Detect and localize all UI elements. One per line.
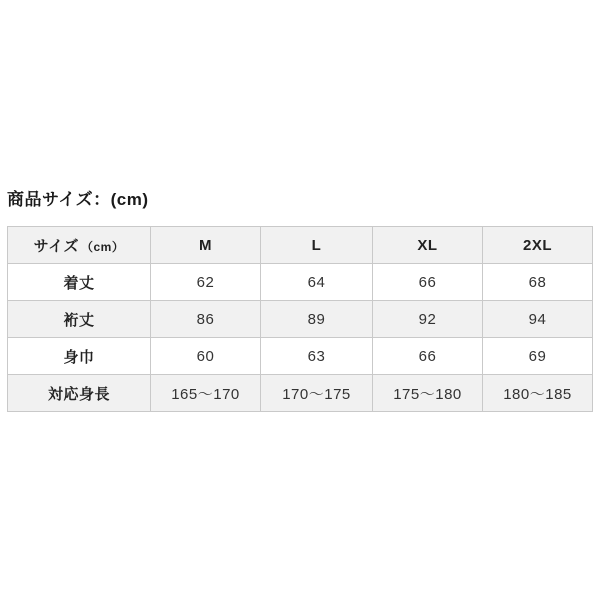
table-cell: 165～170 [151,375,261,412]
table-cell: 64 [261,264,373,301]
table-cell: 60 [151,338,261,375]
table-cell: 175～180 [373,375,483,412]
table-cell: 66 [373,338,483,375]
table-cell: 180～185 [483,375,593,412]
table-cell: 89 [261,301,373,338]
row-label: 対応身長 [8,375,151,412]
table-cell: 68 [483,264,593,301]
table-row-sleeve-length [8,301,593,338]
header-size-cell [8,227,151,264]
header-col-xl: XL [373,227,483,264]
table-cell: 69 [483,338,593,375]
header-col-m: M [151,227,261,264]
table-cell: 66 [373,264,483,301]
row-label: 裄丈 [8,301,151,338]
table-row-body-length [8,264,593,301]
table-cell: 86 [151,301,261,338]
table-cell: 94 [483,301,593,338]
header-size-unit: （cm） [80,239,125,254]
table-cell: 62 [151,264,261,301]
table-row-body-width [8,338,593,375]
size-chart-table [7,226,593,412]
table-cell: 92 [373,301,483,338]
table-cell: 63 [261,338,373,375]
header-size-label: サイズ [33,237,79,255]
header-col-l: L [261,227,373,264]
header-col-2xl: 2XL [483,227,593,264]
row-label: 着丈 [8,264,151,301]
table-row-height-range [8,375,593,412]
page-title: 商品サイズ：(cm) [7,190,149,209]
row-label: 身巾 [8,338,151,375]
table-header-row [8,227,593,264]
table-cell: 170～175 [261,375,373,412]
